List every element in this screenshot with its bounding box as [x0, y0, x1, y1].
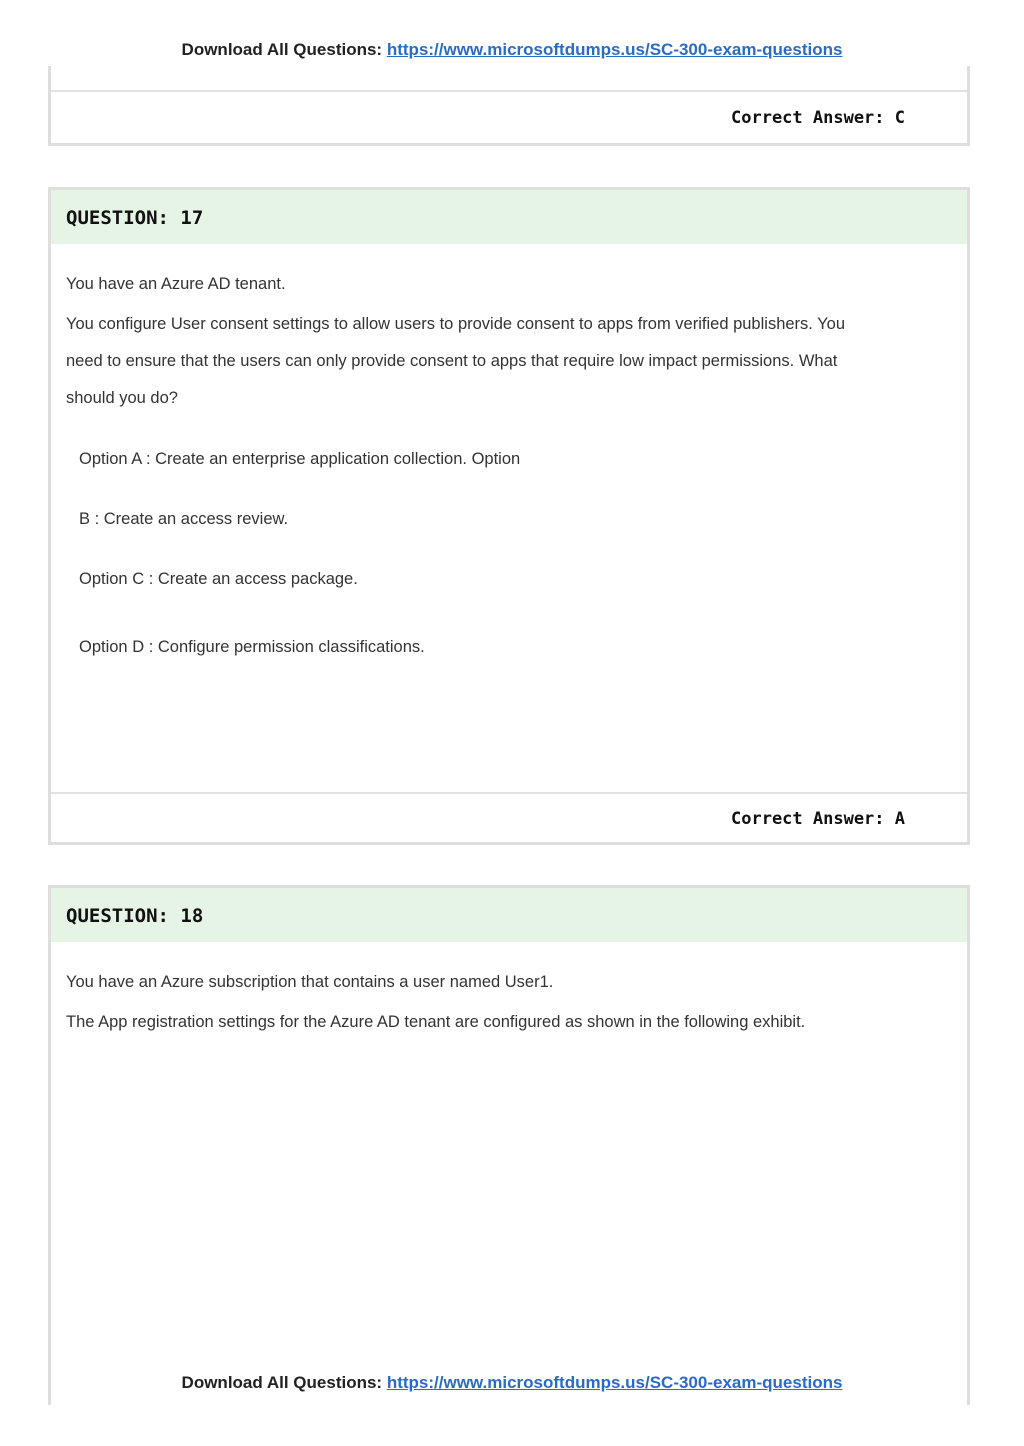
question-text: The App registration settings for the Azure AD tenant are configured as shown in the following exhibit. — [66, 1013, 806, 1031]
option-b: B : Create an access review. — [79, 510, 289, 528]
previous-question-divider — [51, 66, 967, 92]
footer-download-link[interactable]: https://www.microsoftdumps.us/SC-300-exam-questions — [386, 1373, 843, 1392]
question-text: You have an Azure AD tenant. — [66, 275, 286, 293]
page-header — [0, 40, 1024, 60]
question-text: need to ensure that the users can only provide consent to apps that require low impact permissions. What — [66, 352, 838, 370]
footer-label: Download All Questions: — [181, 1373, 383, 1392]
option-c: Option C : Create an access package. — [79, 570, 358, 588]
header-download-link[interactable]: https://www.microsoftdumps.us/SC-300-exam-questions — [386, 40, 843, 59]
question-text: should you do? — [66, 389, 178, 407]
question-title: QUESTION: 18 — [51, 888, 967, 942]
option-d: Option D : Configure permission classifications. — [79, 638, 425, 656]
question-body — [51, 266, 967, 666]
question-card-18 — [48, 885, 970, 1405]
previous-correct-answer: Correct Answer: C — [731, 108, 905, 128]
question-text: You configure User consent settings to allow users to provide consent to apps from verified publishers. You — [66, 315, 846, 333]
question-title: QUESTION: 17 — [51, 190, 967, 244]
question-card-17 — [48, 187, 970, 845]
question-body — [51, 964, 967, 1041]
previous-question-card — [48, 66, 970, 146]
option-a: Option A : Create an enterprise application collection. Option — [79, 450, 521, 468]
page-footer — [0, 1373, 1024, 1393]
header-label: Download All Questions: — [181, 40, 383, 59]
question-text: You have an Azure subscription that contains a user named User1. — [66, 973, 554, 991]
correct-answer: Correct Answer: A — [731, 809, 905, 829]
